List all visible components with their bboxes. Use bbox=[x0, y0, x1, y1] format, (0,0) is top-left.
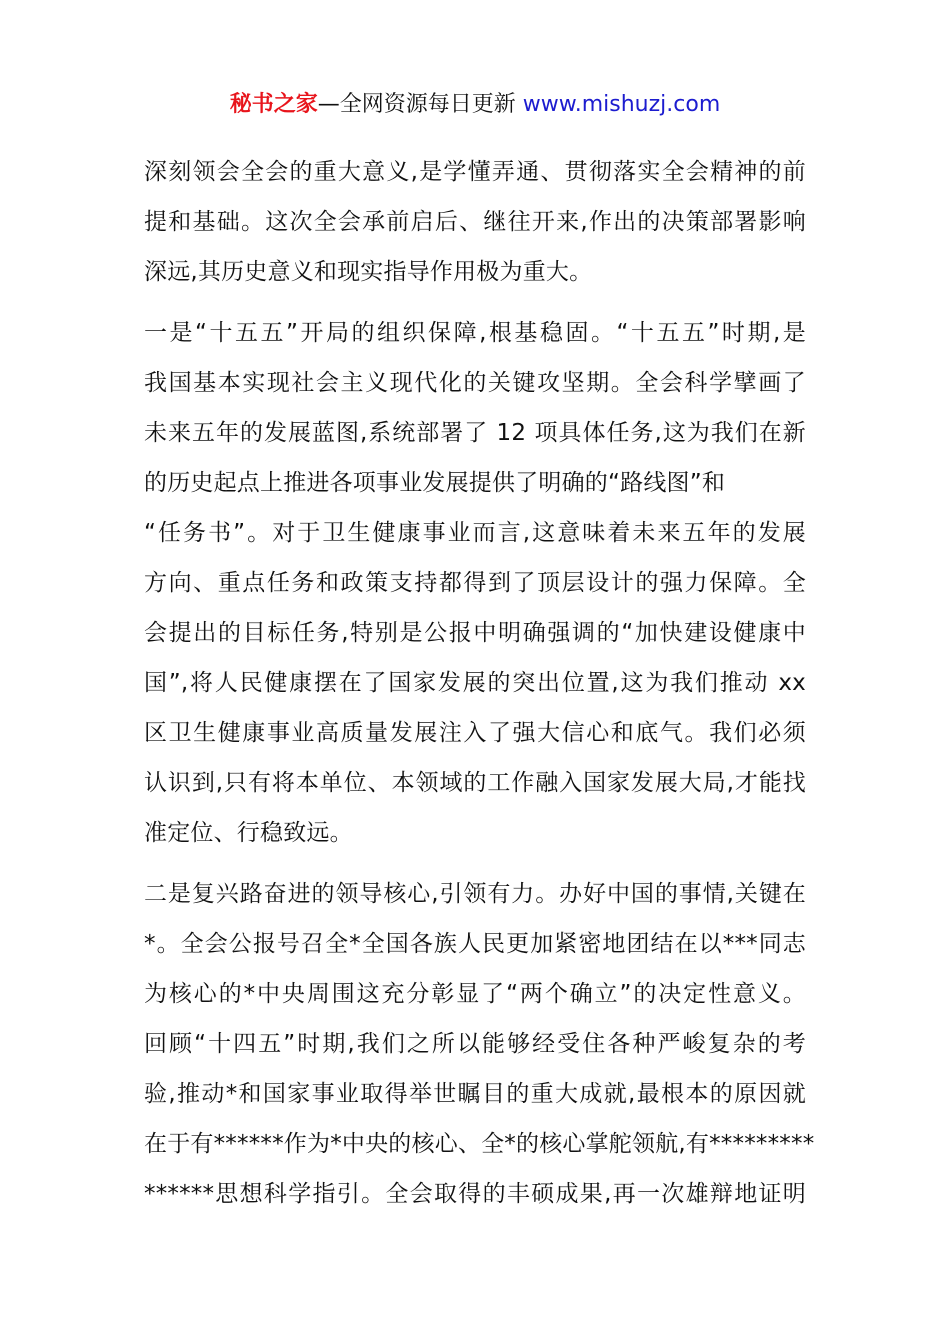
text-line: 的历史起点上推进各项事业发展提供了明确的“路线图”和 bbox=[144, 470, 726, 496]
text-line: ******思想科学指引。全会取得的丰硕成果,再一次雄辩地证明 bbox=[144, 1181, 806, 1207]
text-line: 验,推动*和国家事业取得举世瞩目的重大成就,最根本的原因就 bbox=[144, 1081, 806, 1107]
text-line: 方向、重点任务和政策支持都得到了顶层设计的强力保障。全 bbox=[144, 570, 806, 596]
brand-name: 秘书之家 bbox=[229, 92, 318, 117]
text-line: 国”,将人民健康摆在了国家发展的突出位置,这为我们推动 xx bbox=[144, 670, 806, 696]
text-line: 我国基本实现社会主义现代化的关键攻坚期。全会科学擘画了 bbox=[144, 370, 806, 396]
text-line: 深远,其历史意义和现实指导作用极为重大。 bbox=[144, 259, 593, 285]
text-line: 未来五年的发展蓝图,系统部署了 12 项具体任务,这为我们在新 bbox=[144, 420, 806, 446]
paragraph bbox=[144, 147, 806, 297]
text-line: 一是“十五五”开局的组织保障,根基稳固。“十五五”时期,是 bbox=[144, 320, 806, 346]
paragraph bbox=[144, 308, 806, 858]
text-line: “任务书”。对于卫生健康事业而言,这意味着未来五年的发展 bbox=[144, 520, 806, 546]
text-line: *。全会公报号召全*全国各族人民更加紧密地团结在以***同志 bbox=[144, 931, 806, 957]
text-line: 二是复兴路奋进的领导核心,引领有力。办好中国的事情,关键在 bbox=[144, 881, 806, 907]
header-tagline: —全网资源每日更新 bbox=[317, 92, 523, 117]
text-line: 提和基础。这次全会承前启后、继往开来,作出的决策部署影响 bbox=[144, 209, 806, 235]
paragraph bbox=[144, 869, 815, 1219]
site-url-link[interactable]: www.mishuzj.com bbox=[522, 92, 721, 117]
text-line: 回顾“十四五”时期,我们之所以能够经受住各种严峻复杂的考 bbox=[144, 1031, 806, 1057]
text-line: 区卫生健康事业高质量发展注入了强大信心和底气。我们必须 bbox=[144, 720, 806, 746]
text-line: 认识到,只有将本单位、本领域的工作融入国家发展大局,才能找 bbox=[144, 770, 806, 796]
text-line: 深刻领会全会的重大意义,是学懂弄通、贯彻落实全会精神的前 bbox=[144, 159, 806, 185]
text-line: 为核心的*中央周围这充分彰显了“两个确立”的决定性意义。 bbox=[144, 981, 806, 1007]
site-header bbox=[0, 86, 950, 124]
text-line: 会提出的目标任务,特别是公报中明确强调的“加快建设健康中 bbox=[144, 620, 806, 646]
document-body bbox=[144, 147, 815, 1230]
text-line: 准定位、行稳致远。 bbox=[144, 820, 353, 846]
text-line: 在于有******作为*中央的核心、全*的核心掌舵领航,有********* bbox=[144, 1131, 815, 1157]
